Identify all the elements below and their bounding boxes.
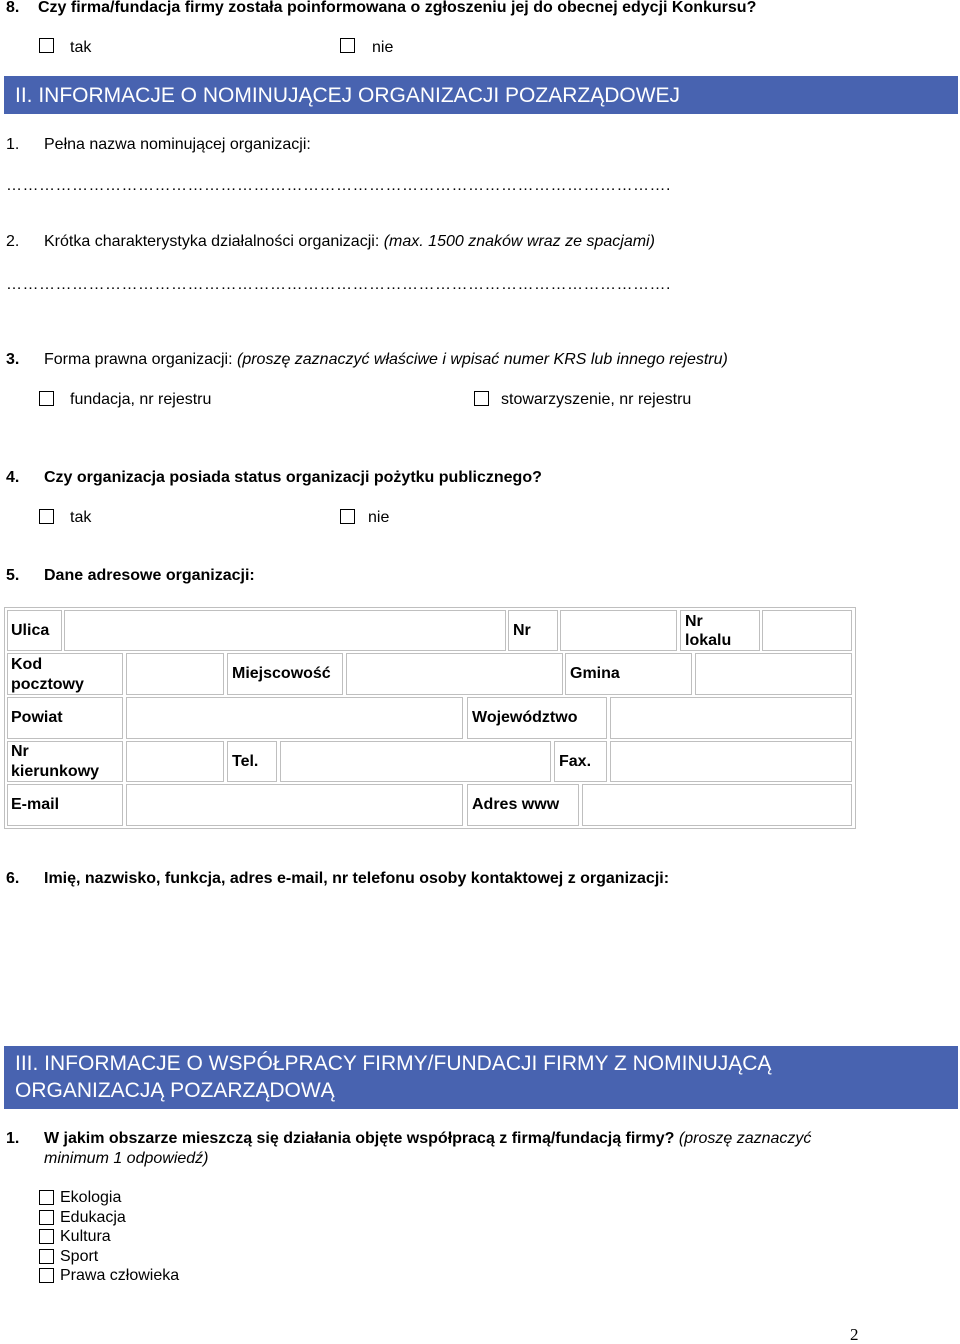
fax-label: Fax. xyxy=(559,753,592,770)
area-option-checkbox[interactable] xyxy=(39,1229,54,1244)
miejscowosc-label: Miejscowość xyxy=(232,665,331,682)
q8-number: 8. xyxy=(6,0,20,16)
area-option-checkbox[interactable] xyxy=(39,1210,54,1225)
s3-q1-hint-line-2: minimum 1 odpowiedź) xyxy=(44,1150,209,1167)
email-field[interactable] xyxy=(126,784,463,826)
area-option-label: Ekologia xyxy=(60,1189,122,1206)
area-option[interactable] xyxy=(39,1266,179,1286)
ulica-label: Ulica xyxy=(11,622,50,639)
www-label: Adres www xyxy=(472,796,560,813)
section-3-title-line-1: III. INFORMACJE O WSPÓŁPRACY FIRMY/FUNDACJI FIRMY Z NOMINUJĄCĄ xyxy=(15,1052,772,1075)
q8-no-checkbox[interactable] xyxy=(340,38,355,58)
s2-q6-number: 6. xyxy=(6,870,20,887)
s2-q2-number: 2. xyxy=(6,233,20,250)
gmina-label: Gmina xyxy=(570,665,620,682)
q8-yes-label: tak xyxy=(70,39,92,56)
powiat-label: Powiat xyxy=(11,709,63,726)
opp-yes-checkbox[interactable] xyxy=(39,509,54,529)
area-option[interactable] xyxy=(39,1227,179,1247)
fundacja-checkbox[interactable] xyxy=(39,391,54,411)
fundacja-label: fundacja, nr rejestru xyxy=(70,391,212,408)
area-option-label: Kultura xyxy=(60,1228,111,1245)
area-option-label: Prawa człowieka xyxy=(60,1267,180,1284)
area-option-label: Sport xyxy=(60,1247,99,1265)
area-option-checkbox[interactable] xyxy=(39,1249,54,1264)
s2-q4-question: Czy organizacja posiada status organizacji pożytku publicznego? xyxy=(44,469,542,486)
kod-label-2: pocztowy xyxy=(11,676,84,693)
stowarzyszenie-checkbox[interactable] xyxy=(474,391,489,411)
kod-label-1: Kod xyxy=(11,656,43,673)
page-number: 2 xyxy=(850,1325,859,1344)
s2-q1-number: 1. xyxy=(6,136,20,153)
miejscowosc-field[interactable] xyxy=(346,653,563,695)
tel-label: Tel. xyxy=(232,753,259,770)
nr-label: Nr xyxy=(513,622,531,639)
ulica-field[interactable] xyxy=(64,610,506,651)
s3-q1-question: W jakim obszarze mieszczą się działania objęte współpracą z firmą/fundacją firmy? (proszę zaznaczyć xyxy=(44,1130,812,1147)
section-3-title-line-2: ORGANIZACJĄ POZARZĄDOWĄ xyxy=(15,1079,335,1102)
kod-field[interactable] xyxy=(126,653,224,695)
area-option[interactable] xyxy=(39,1208,179,1228)
s2-q5-question: Dane adresowe organizacji: xyxy=(44,567,255,584)
contact-person-field[interactable] xyxy=(44,900,854,1020)
area-option-checkbox[interactable] xyxy=(39,1268,54,1283)
opp-no-checkbox[interactable] xyxy=(340,509,355,529)
s2-q5-number: 5. xyxy=(6,567,20,584)
s2-q6-question: Imię, nazwisko, funkcja, adres e-mail, nr telefonu osoby kontaktowej z organizacji: xyxy=(44,870,670,887)
powiat-field[interactable] xyxy=(126,697,463,739)
email-label: E-mail xyxy=(11,796,60,813)
s2-q3-number: 3. xyxy=(6,351,20,368)
section-3-header xyxy=(4,1046,958,1109)
kierunkowy-field[interactable] xyxy=(126,741,224,782)
section-2-title: II. INFORMACJE O NOMINUJĄCEJ ORGANIZACJI POZARZĄDOWEJ xyxy=(15,84,681,107)
fax-field[interactable] xyxy=(610,741,852,782)
s2-q1-answer-line[interactable]: …………………………………………………………………………………………………………. xyxy=(6,177,671,194)
wojewodztwo-field[interactable] xyxy=(610,697,852,739)
area-option[interactable] xyxy=(39,1188,179,1208)
q8-yes-checkbox[interactable] xyxy=(39,38,54,58)
tel-field[interactable] xyxy=(280,741,551,782)
opp-yes-label: tak xyxy=(70,509,92,526)
nr-field[interactable] xyxy=(560,610,677,651)
s2-q2-question: Krótka charakterystyka działalności organizacji: (max. 1500 znaków wraz ze spacjami) xyxy=(44,233,655,250)
q8-no-label: nie xyxy=(372,39,394,56)
s2-q3-question: Forma prawna organizacji: (proszę zaznaczyć właściwe i wpisać numer KRS lub innego rejestru) xyxy=(44,351,728,368)
area-option[interactable] xyxy=(39,1247,179,1267)
www-field[interactable] xyxy=(582,784,852,826)
stowarzyszenie-label: stowarzyszenie, nr rejestru xyxy=(501,391,692,408)
area-option-label: Edukacja xyxy=(60,1208,126,1226)
nr-lokalu-label-2: lokalu xyxy=(685,632,732,649)
kierunkowy-label-1: Nr xyxy=(11,743,29,760)
area-options-list xyxy=(39,1188,179,1286)
s2-q2-answer-line[interactable]: …………………………………………………………………………………………………………. xyxy=(6,276,671,293)
gmina-field[interactable] xyxy=(695,653,852,695)
nr-lokalu-field[interactable] xyxy=(762,610,852,651)
area-option-checkbox[interactable] xyxy=(39,1190,54,1205)
kierunkowy-label-2: kierunkowy xyxy=(11,763,100,780)
q8-question: Czy firma/fundacja firmy została poinformowana o zgłoszeniu jej do obecnej edycji Konkursu? xyxy=(38,0,757,16)
opp-no-label: nie xyxy=(368,509,390,526)
s3-q1-number: 1. xyxy=(6,1130,20,1147)
section-2-header xyxy=(4,76,958,114)
nr-lokalu-label-1: Nr xyxy=(685,613,703,630)
s2-q1-question: Pełna nazwa nominującej organizacji: xyxy=(44,136,311,153)
s2-q4-number: 4. xyxy=(6,469,20,486)
wojewodztwo-label: Województwo xyxy=(472,709,578,726)
